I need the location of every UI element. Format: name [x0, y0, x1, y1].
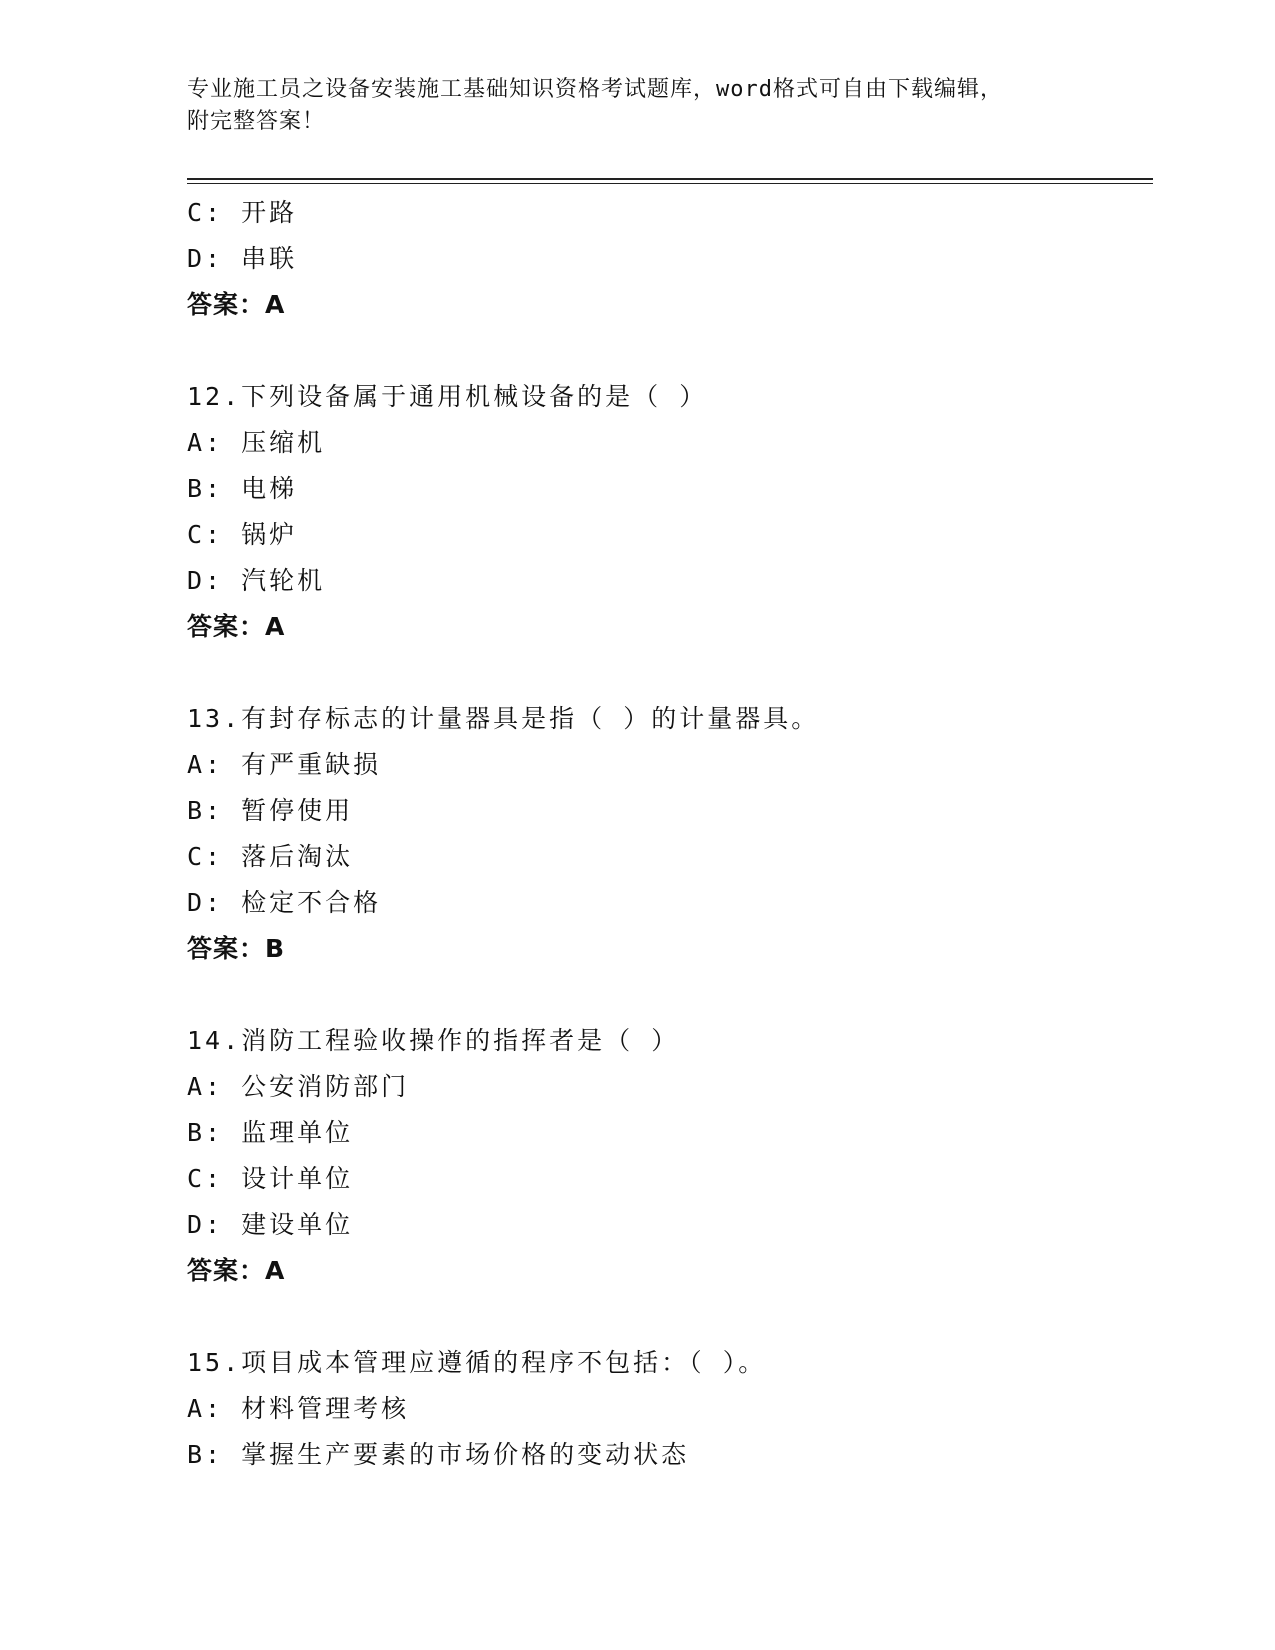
question-text: 13.有封存标志的计量器具是指（ ）的计量器具。: [187, 704, 820, 733]
header-line-1: 专业施工员之设备安装施工基础知识资格考试题库，word格式可自由下载编辑，: [187, 77, 1003, 102]
header-divider-thick: [187, 178, 1153, 180]
option-d: D: 检定不合格: [187, 888, 382, 917]
question-list: [187, 190, 1153, 1478]
option-d: D: 串联: [187, 244, 298, 273]
option-c: C: 开路: [187, 198, 298, 227]
option-d: D: 汽轮机: [187, 566, 326, 595]
question-text: 14.消防工程验收操作的指挥者是（ ）: [187, 1026, 680, 1055]
option-b: B: 监理单位: [187, 1118, 354, 1147]
option-b: B: 暂停使用: [187, 796, 354, 825]
question-13: [187, 696, 1153, 972]
header-line-2: 附完整答案！: [187, 109, 326, 134]
option-c: C: 设计单位: [187, 1164, 354, 1193]
option-b: B: 掌握生产要素的市场价格的变动状态: [187, 1440, 690, 1469]
spacer: [187, 972, 1153, 1018]
question-text: 15.项目成本管理应遵循的程序不包括：（ ）。: [187, 1348, 767, 1377]
question-11-tail: [187, 190, 1153, 328]
question-12: [187, 374, 1153, 650]
answer: 答案：A: [187, 612, 286, 641]
answer: 答案：A: [187, 290, 286, 319]
option-a: A: 公安消防部门: [187, 1072, 410, 1101]
option-a: A: 压缩机: [187, 428, 326, 457]
option-c: C: 落后淘汰: [187, 842, 354, 871]
answer: 答案：A: [187, 1256, 286, 1285]
header-divider-thin: [187, 183, 1153, 184]
option-d: D: 建设单位: [187, 1210, 354, 1239]
answer: 答案：B: [187, 934, 286, 963]
option-b: B: 电梯: [187, 474, 298, 503]
option-c: C: 锅炉: [187, 520, 298, 549]
question-14: [187, 1018, 1153, 1294]
spacer: [187, 328, 1153, 374]
spacer: [187, 650, 1153, 696]
document-header: [187, 74, 1087, 138]
spacer: [187, 1294, 1153, 1340]
option-a: A: 材料管理考核: [187, 1394, 410, 1423]
question-15: [187, 1340, 1153, 1478]
question-text: 12.下列设备属于通用机械设备的是（ ）: [187, 382, 708, 411]
option-a: A: 有严重缺损: [187, 750, 382, 779]
